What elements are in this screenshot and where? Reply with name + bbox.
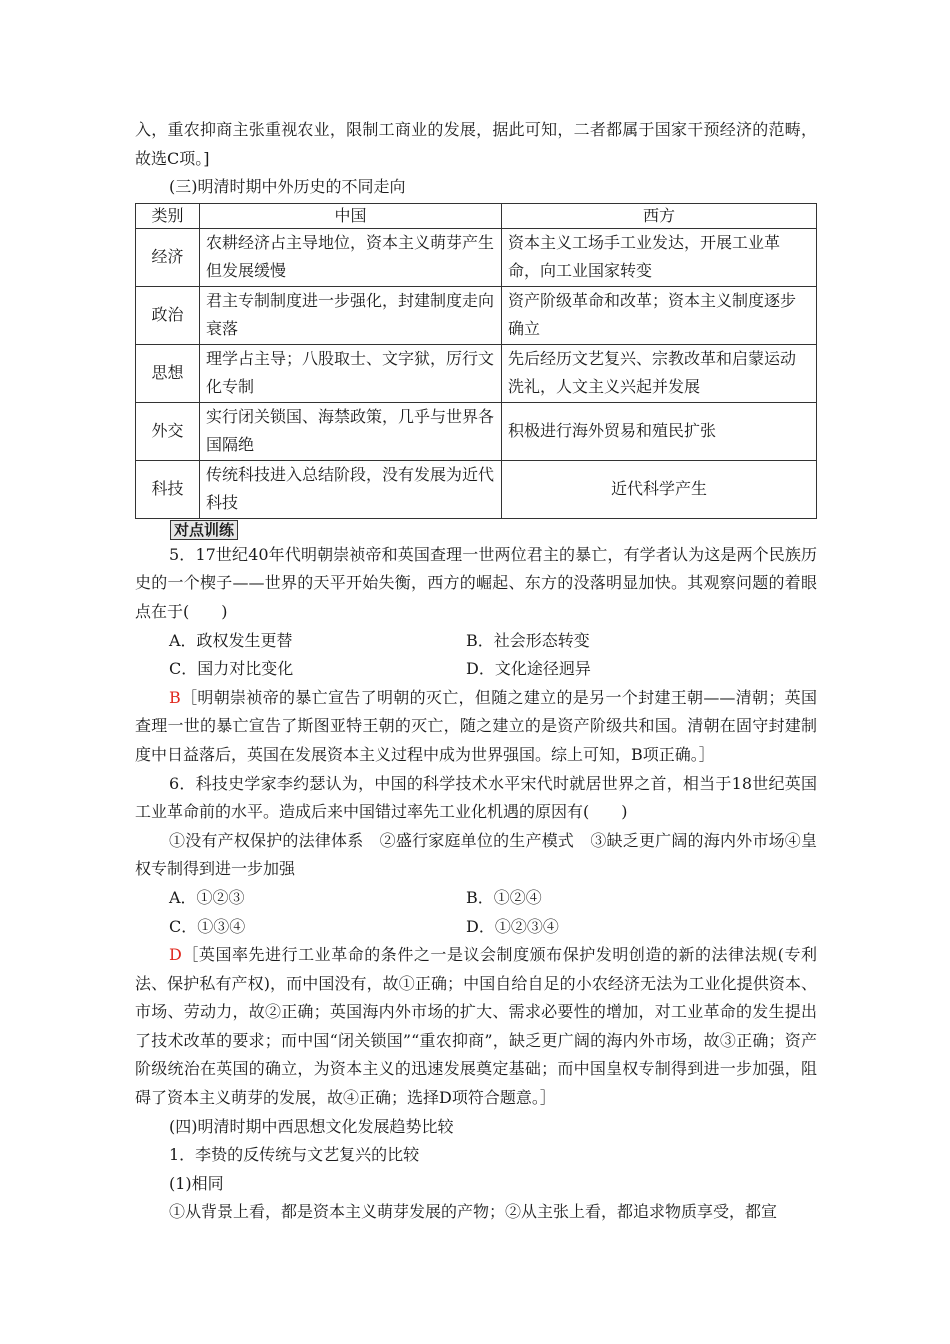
table-cell-west: 积极进行海外贸易和殖民扩张 <box>502 402 817 460</box>
last-paragraph: ①从背景上看，都是资本主义萌芽发展的产物；②从主张上看，都追求物质享受，都宣 <box>169 1202 778 1222</box>
training-tag: 对点训练 <box>170 520 238 540</box>
q5-answer: B <box>169 687 181 707</box>
table-cell-category: 思想 <box>136 344 200 402</box>
q5-option-b: B．社会形态转变 <box>466 630 590 650</box>
section4-title: (四)明清时期中西思想文化发展趋势比较 <box>169 1116 454 1136</box>
page-content <box>135 116 817 1227</box>
sub1-title: 1．李贽的反传统与文艺复兴的比较 <box>169 1145 420 1165</box>
table-cell-china: 实行闭关锁国、海禁政策，几乎与世界各国隔绝 <box>200 402 502 460</box>
table-cell-china: 君主专制制度进一步强化，封建制度走向衰落 <box>200 286 502 344</box>
table-cell-category: 外交 <box>136 402 200 460</box>
q6-option-b: B．①②④ <box>466 887 542 907</box>
q6-answer: D <box>169 945 182 965</box>
section3-title: (三)明清时期中外历史的不同走向 <box>169 177 406 197</box>
comparison-table <box>135 203 817 519</box>
table-row <box>136 344 817 402</box>
training-tag-row <box>135 519 817 541</box>
table-cell-china: 传统科技进入总结阶段，没有发展为近代科技 <box>200 460 502 518</box>
table-header-category: 类别 <box>136 203 200 228</box>
q6-options-row-2 <box>135 913 817 942</box>
q6-answer-block <box>135 941 817 1113</box>
sub1-1-heading: (1)相同 <box>169 1173 224 1193</box>
table-row <box>136 402 817 460</box>
q5-option-a: A．政权发生更替 <box>169 630 293 650</box>
q5-options-row-2 <box>135 655 817 684</box>
table-cell-west: 近代科学产生 <box>502 460 817 518</box>
table-cell-west: 资产阶级革命和改革；资本主义制度逐步确立 <box>502 286 817 344</box>
q6-option-a: A．①②③ <box>169 887 245 907</box>
table-cell-category: 政治 <box>136 286 200 344</box>
table-cell-china: 农耕经济占主导地位，资本主义萌芽产生但发展缓慢 <box>200 228 502 286</box>
q5-options-row-1 <box>135 627 817 656</box>
table-row <box>136 286 817 344</box>
q6-option-d: D．①②③④ <box>466 916 559 936</box>
q6-options-row-1 <box>135 884 817 913</box>
table-header-china: 中国 <box>200 203 502 228</box>
q5-stem: 5．17世纪40年代明朝崇祯帝和英国查理一世两位君主的暴亡，有学者认为这是两个民族历史的一个楔子——世界的天平开始失衡，西方的崛起、东方的没落明显加快。其观察问题的着眼点在于( ) <box>135 544 817 621</box>
q5-option-c: C．国力对比变化 <box>169 659 294 679</box>
q5-option-d: D．文化途径迥异 <box>466 659 591 679</box>
table-cell-west: 先后经历文艺复兴、宗教改革和启蒙运动洗礼，人文主义兴起并发展 <box>502 344 817 402</box>
q5-answer-block <box>135 684 817 770</box>
q6-items: ①没有产权保护的法律体系 ②盛行家庭单位的生产模式 ③缺乏更广阔的海内外市场④皇权专制得到进一步加强 <box>135 830 817 879</box>
table-cell-china: 理学占主导；八股取士、文字狱，厉行文化专制 <box>200 344 502 402</box>
q6-explanation: ［英国率先进行工业革命的条件之一是议会制度颁布保护发明创造的新的法律法规(专利法、保护私有产权)，而中国没有，故①正确；中国自给自足的小农经济无法为工业化提供资本、市场、劳动力，故②正确；英国海内外市场的扩大、需求必要性的增加，对工业革命的发生提出了技术改革的要求；而中国“闭关锁国”“重农抑商”，缺乏更广阔的海内外市场，故③正确；资产阶级统治在英国的确立，为资本主义的迅速发展奠定基础；而中国皇权专制得到进一步加强，阻碍了资本主义萌芽的发展，故④正确；选择D项符合题意。］ <box>135 945 817 1108</box>
table-header-row <box>136 203 817 228</box>
q6-option-c: C．①③④ <box>169 916 246 936</box>
table-row <box>136 460 817 518</box>
table-header-west: 西方 <box>502 203 817 228</box>
table-row <box>136 228 817 286</box>
table-cell-west: 资本主义工场手工业发达，开展工业革命，向工业国家转变 <box>502 228 817 286</box>
q5-explanation: ［明朝崇祯帝的暴亡宣告了明朝的灭亡，但随之建立的是另一个封建王朝——清朝；英国查理一世的暴亡宣告了斯图亚特王朝的灭亡，随之建立的是资产阶级共和国。清朝在固守封建制度中日益落后，英国在发展资本主义过程中成为世界强国。综上可知，B项正确。］ <box>135 687 817 764</box>
q6-stem: 6．科技史学家李约瑟认为，中国的科学技术水平宋代时就居世界之首，相当于18世纪英国工业革命前的水平。造成后来中国错过率先工业化机遇的原因有( ) <box>135 773 817 822</box>
table-cell-category: 科技 <box>136 460 200 518</box>
table-cell-category: 经济 <box>136 228 200 286</box>
intro-paragraph: 入，重农抑商主张重视农业，限制工商业的发展，据此可知，二者都属于国家干预经济的范畴，故选C项。] <box>135 120 817 168</box>
